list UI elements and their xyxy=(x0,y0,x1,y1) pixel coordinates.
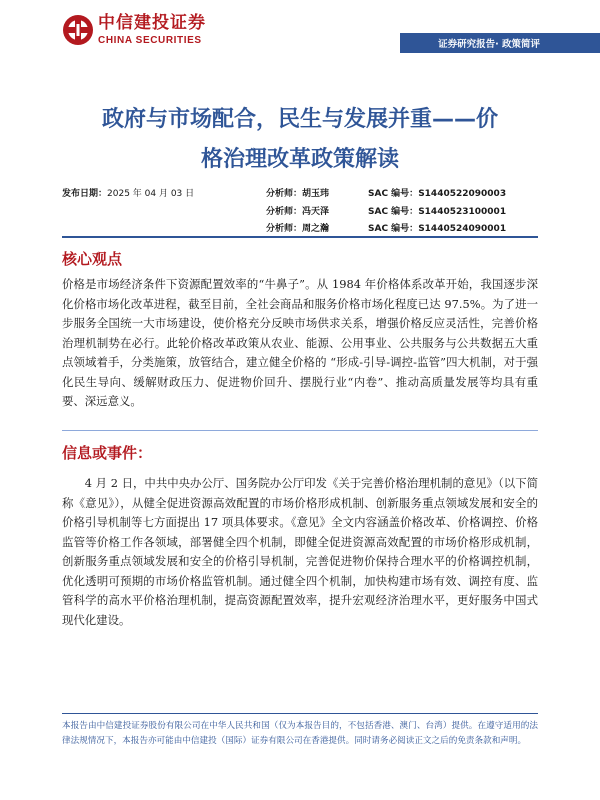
analyst-name: 胡玉玮 xyxy=(302,189,330,199)
citic-logo-icon xyxy=(62,14,94,46)
analyst-label: 分析师： xyxy=(266,224,303,234)
title-line-1: 政府与市场配合，民生与发展并重——价 xyxy=(101,107,498,132)
sac-label: SAC 编号： xyxy=(368,207,419,217)
disclaimer-footer: 本报告由中信建投证券股份有限公司在中华人民共和国（仅为本报告目的，不包括香港、澳门、台湾）提供。在遵守适用的法律法规情况下，本报告亦可能由中信建投（国际）证券有限公司在香港提供。同时请务必阅读正文之后的免责条款和声明。 xyxy=(62,721,538,746)
analyst-name: 周之瀚 xyxy=(302,224,330,234)
logo-cn-text: 中信建投证券 xyxy=(98,12,206,33)
meta-divider xyxy=(62,236,538,238)
page-header xyxy=(0,0,600,62)
analyst-sac xyxy=(368,204,506,217)
publish-date xyxy=(62,186,194,199)
footer-divider xyxy=(62,713,538,714)
analyst-row xyxy=(266,186,329,199)
core-heading: 核心观点 xyxy=(62,250,123,268)
report-title xyxy=(55,100,545,180)
events-heading: 信息或事件： xyxy=(62,444,153,462)
sac-number: S1440522090003 xyxy=(418,189,507,199)
analyst-name: 冯天泽 xyxy=(302,207,330,217)
date-label: 发布日期： xyxy=(62,189,108,199)
report-type-tag: 证券研究报告· 政策简评 xyxy=(400,33,600,53)
logo-en-text: CHINA SECURITIES xyxy=(98,34,202,46)
core-body: 价格是市场经济条件下资源配置效率的“牛鼻子”。从 1984 年价格体系改革开始，我国逐步深化价格市场化改革进程，截至目前，全社会商品和服务价格市场化程度已达 97.5%。为了进一步服务全国统一大市场建设，使价格充分反映市场供求关系，增强价格反应灵活性，完善价格治理机制势在必行。此轮价格改革政策从农业、能源、公用事业、公共服务与公共数据五大重点领域着手，分类施策，放管结合，建立健全价格的 “形成-引导-调控-监管”四大机制，对于强化民生导向、缓解财政压力、促进物价回升、摆脱行业“内卷”、推动高质量发展等均具有重要、深远意义。 xyxy=(62,277,538,408)
analyst-row xyxy=(266,221,329,234)
analyst-label: 分析师： xyxy=(266,189,303,199)
company-logo xyxy=(62,14,206,46)
section-divider xyxy=(62,430,538,431)
events-body: 4 月 2 日，中共中央办公厅、国务院办公厅印发《关于完善价格治理机制的意见》（以下简称《意见》），从健全促进资源高效配置的市场价格形成机制、创新服务重点领域发展和安全的价格引导机制等七方面提出 17 项具体要求。《意见》全文内容涵盖价格改革、价格调控、价格监管等价格工作各领域，部署健全四个机制，即健全促进资源高效配置的市场价格形成机制，创新服务重点领域发展和安全的价格引导机制，完善促进物价保持合理水平的价格调控机制，优化透明可预期的市场价格监管机制。通过健全四个机制，加快构建市场有效、调控有度、监管科学的高水平价格治理机制，提高资源配置效率，提升宏观经济治理水平，更好服务中国式现代化建设。 xyxy=(62,476,538,627)
date-value: 2025 年 04 月 03 日 xyxy=(107,189,195,199)
analyst-sac xyxy=(368,221,506,234)
sac-label: SAC 编号： xyxy=(368,189,419,199)
title-line-2: 格治理改革政策解读 xyxy=(200,147,399,172)
sac-label: SAC 编号： xyxy=(368,224,419,234)
analyst-row xyxy=(266,204,329,217)
analyst-label: 分析师： xyxy=(266,207,303,217)
sac-number: S1440524090001 xyxy=(418,224,507,234)
sac-number: S1440523100001 xyxy=(418,207,507,217)
analyst-sac xyxy=(368,186,506,199)
